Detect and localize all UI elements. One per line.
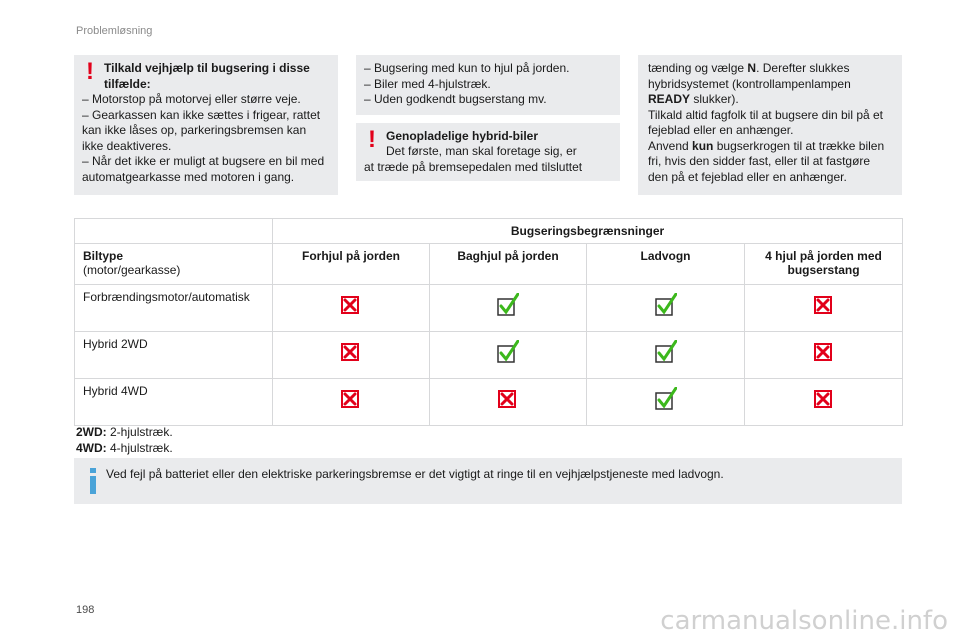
text-line: fejeblad eller en anhænger.: [648, 123, 794, 137]
table-row: [75, 332, 903, 379]
watermark: carmanualsonline.info: [660, 606, 948, 636]
check-icon: [497, 340, 519, 364]
text-box-restrictions: [356, 55, 620, 115]
text-line: hybridsystemet (kontrollampenlampen: [648, 76, 851, 91]
info-box: [74, 458, 902, 504]
text-line: at træde på bremsepedalen med tilsluttet: [364, 160, 583, 174]
text-span: slukker).: [690, 92, 739, 106]
legend-item: [76, 440, 173, 456]
text-line: [648, 61, 884, 77]
status-cell: [273, 379, 430, 426]
check-icon: [655, 340, 677, 364]
cross-icon: [340, 387, 362, 411]
warning-box-hybrid: [356, 123, 620, 181]
text-line: Det første, man skal foretage sig, er: [386, 144, 577, 158]
legend-text: 4-hjulstræk.: [106, 441, 173, 455]
column-header: Baghjul på jorden: [430, 244, 587, 285]
cross-icon: [340, 293, 362, 317]
warning-heading: Genopladelige hybrid-biler: [386, 129, 539, 143]
table-row: [75, 379, 903, 426]
status-cell: [745, 332, 903, 379]
column-header-vehicle: [75, 244, 273, 285]
warning-icon: !: [368, 126, 376, 153]
text-line: ikke deaktiveres.: [82, 138, 172, 153]
legend-item: [76, 424, 173, 440]
text-line: [648, 139, 884, 155]
column-header-sublabel: (motor/gearkasse): [83, 263, 181, 277]
abbreviation-legend: [76, 424, 173, 456]
text-line: – Når det ikke er muligt at bugsere en bil med: [82, 154, 325, 168]
warning-heading: tilfælde:: [104, 76, 151, 91]
emphasis: kun: [692, 138, 714, 153]
warning-icon: !: [86, 58, 94, 85]
towing-restrictions-table: [74, 218, 903, 426]
warning-heading: Tilkald vejhjælp til bugsering i disse: [104, 61, 310, 75]
status-cell: [273, 285, 430, 332]
legend-abbr: 2WD:: [76, 425, 107, 439]
section-header: Problemløsning: [76, 25, 153, 37]
text-span: bugserkrogen til at trække bilen: [713, 138, 885, 153]
table-row: [75, 285, 903, 332]
row-label: Forbrændingsmotor/automatisk: [75, 285, 273, 332]
text-span: Anvend: [648, 138, 693, 153]
column-header: Ladvogn: [587, 244, 745, 285]
text-span: . Derefter slukkes: [756, 61, 850, 75]
ready-label: READY: [648, 92, 691, 106]
column-header-label: Biltype: [83, 249, 124, 263]
cross-icon: [813, 387, 835, 411]
page-number: 198: [76, 604, 95, 616]
gear-n-label: N: [747, 61, 757, 75]
check-icon: [655, 293, 677, 317]
row-label: Hybrid 2WD: [75, 332, 273, 379]
text-line: automatgearkasse med motoren i gang.: [82, 169, 295, 184]
status-cell: [430, 379, 587, 426]
status-cell: [745, 285, 903, 332]
text-line: kan ikke låses op, parkeringsbremsen kan: [82, 123, 307, 137]
cross-icon: [813, 340, 835, 364]
text-line: fri, hvis den sidder fast, eller til at fastgøre: [648, 154, 871, 168]
text-line: – Motorstop på motorvej eller større veje.: [82, 92, 301, 106]
text-line: – Uden godkendt bugserstang mv.: [364, 92, 547, 106]
check-icon: [655, 387, 677, 411]
text-line: den på et fejeblad eller en anhænger.: [648, 169, 847, 184]
column-header: 4 hjul på jorden med bugserstang: [745, 244, 903, 285]
check-icon: [497, 293, 519, 317]
status-cell: [430, 285, 587, 332]
text-span: tænding og vælge: [648, 61, 748, 75]
legend-abbr: 4WD:: [76, 441, 107, 455]
status-cell: [273, 332, 430, 379]
warning-box-towing: [74, 55, 338, 195]
cross-icon: [497, 387, 519, 411]
text-line: – Gearkassen kan ikke sættes i frigear, rattet: [82, 107, 321, 122]
status-cell: [430, 332, 587, 379]
cross-icon: [340, 340, 362, 364]
column-header: Forhjul på jorden: [273, 244, 430, 285]
info-text: Ved fejl på batteriet eller den elektriske parkeringsbremse er det vigtigt at ringe til en vejhjælpstjeneste med ladvogn.: [106, 467, 724, 481]
info-icon: [90, 468, 96, 494]
row-label: Hybrid 4WD: [75, 379, 273, 426]
status-cell: [587, 285, 745, 332]
text-line: [648, 92, 884, 108]
cross-icon: [813, 293, 835, 317]
table-corner-cell: [75, 219, 273, 244]
status-cell: [587, 379, 745, 426]
text-line: – Biler med 4-hjulstræk.: [364, 76, 491, 91]
status-cell: [745, 379, 903, 426]
text-line: – Bugsering med kun to hjul på jorden.: [364, 61, 570, 75]
text-box-hybrid-continued: [638, 55, 902, 195]
table-title: Bugseringsbegrænsninger: [273, 219, 903, 244]
status-cell: [587, 332, 745, 379]
text-line: Tilkald altid fagfolk til at bugsere din bil på et: [648, 107, 884, 122]
legend-text: 2-hjulstræk.: [106, 425, 173, 439]
